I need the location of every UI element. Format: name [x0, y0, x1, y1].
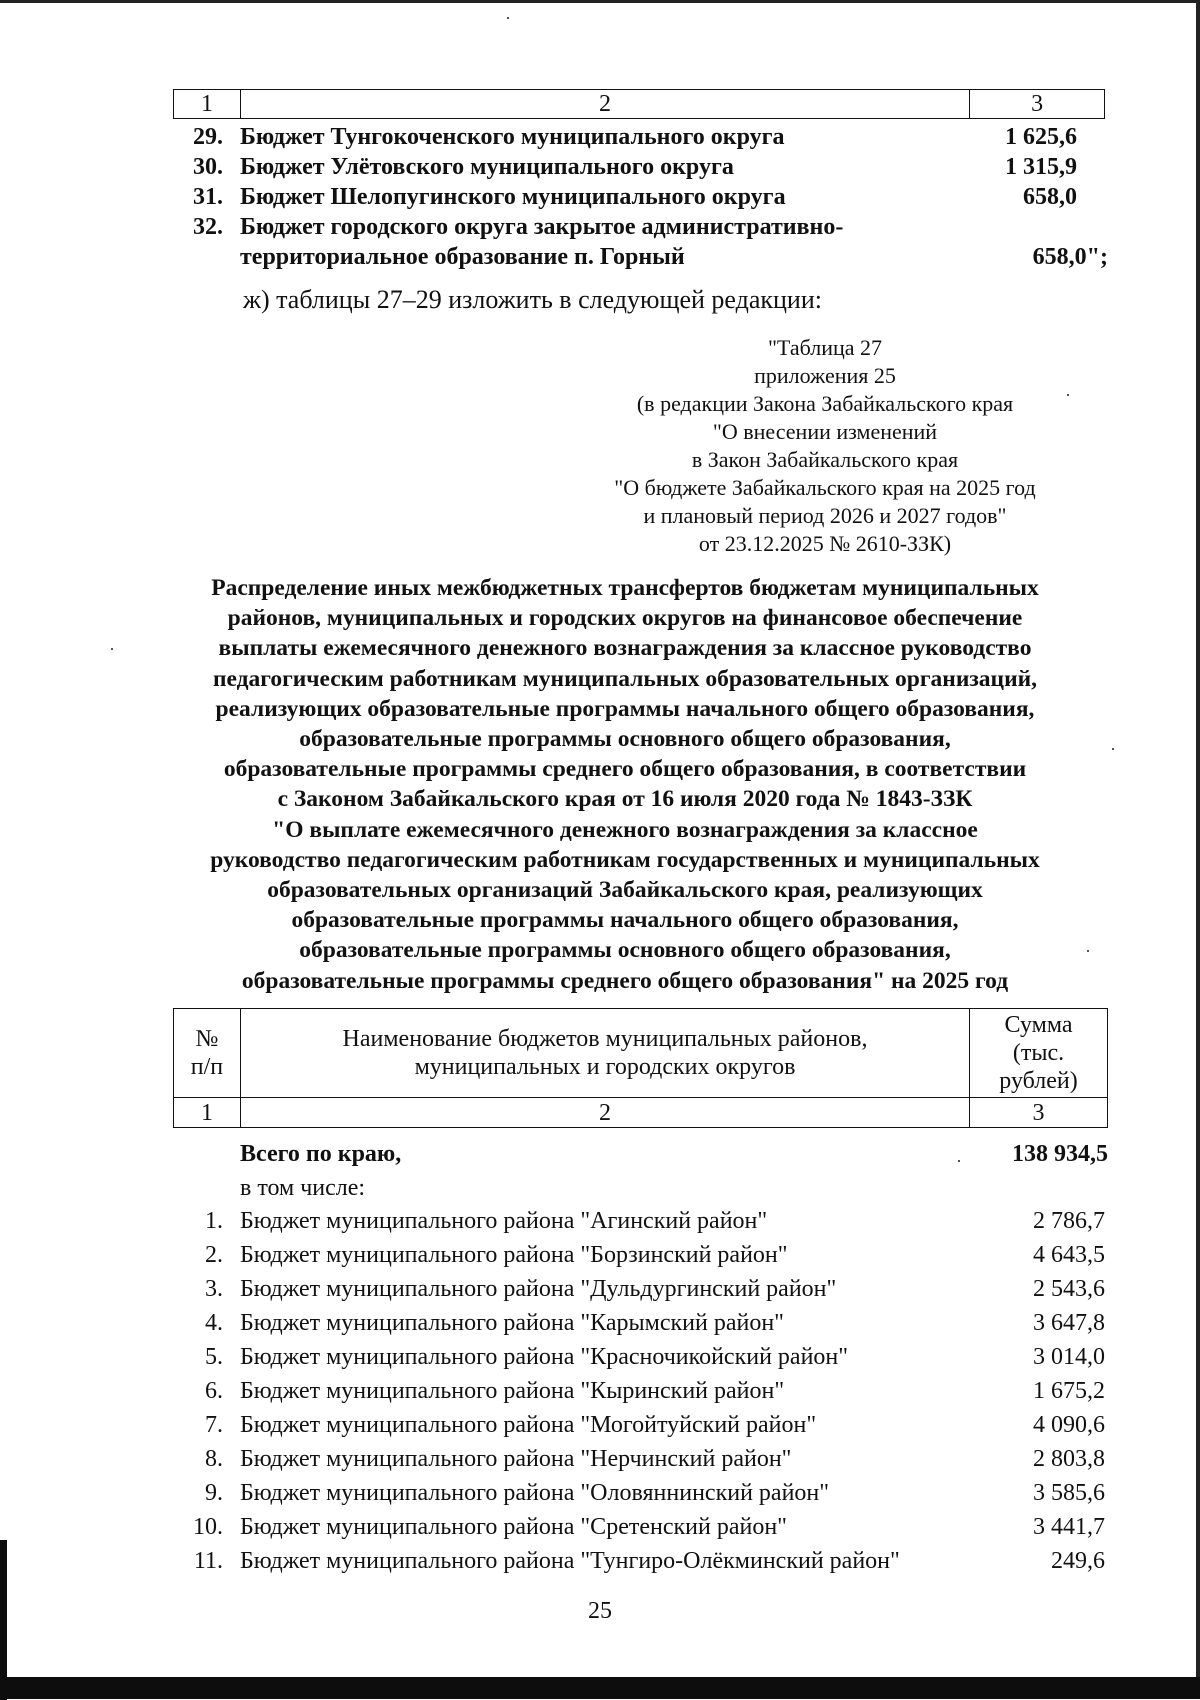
title-line: Распределение иных межбюджетных трансфертов бюджетам муниципальных: [211, 575, 1039, 601]
scan-speck: [1112, 748, 1114, 750]
row-name: Бюджет муниципального района "Нерчинский район": [240, 1446, 792, 1472]
row-value: 2 786,7: [1033, 1208, 1105, 1234]
scan-speck: [111, 648, 113, 650]
top-col-2: 2: [240, 90, 969, 119]
row-name: Бюджет Тунгокоченского муниципального округа: [240, 124, 785, 150]
row-value: 3 647,8: [1033, 1310, 1105, 1336]
row-number: 2.: [205, 1242, 223, 1268]
total-value: 138 934,5: [1012, 1141, 1108, 1167]
row-name: Бюджет Улётовского муниципального округа: [240, 154, 734, 180]
row-name: Бюджет муниципального района "Могойтуйский район": [240, 1412, 817, 1438]
caption-line: от 23.12.2025 № 2610-ЗЗК): [698, 531, 952, 556]
caption-line: и плановый период 2026 и 2027 годов": [643, 503, 1007, 528]
row-number: 9.: [205, 1480, 223, 1506]
row-number: 1.: [205, 1208, 223, 1234]
row-name: Бюджет муниципального района "Оловяннинский район": [240, 1480, 830, 1506]
row-name: Бюджет Шелопугинского муниципального округа: [240, 184, 786, 210]
row-name: Бюджет муниципального района "Борзинский район": [240, 1242, 788, 1268]
title-line: образовательные программы среднего общего образования" на 2025 год: [241, 967, 1009, 994]
numbering-col-1: 1: [174, 1098, 241, 1128]
title-line: районов, муниципальных и городских округов на финансовое обеспечение: [227, 605, 1023, 632]
header-number-line: №: [195, 1026, 219, 1052]
title-line: образовательные программы основного общего образования,: [299, 937, 951, 964]
numbering-col-2: 2: [240, 1098, 969, 1128]
top-table-header: [173, 89, 1105, 119]
header-name-line: муниципальных и городских округов: [414, 1054, 796, 1080]
row-value: 3 441,7: [1033, 1514, 1105, 1540]
row-number: 5.: [205, 1344, 223, 1370]
title-line: образовательные программы основного общего образования,: [299, 726, 951, 753]
row-number: 10.: [193, 1514, 223, 1540]
row-number: 31.: [193, 184, 223, 210]
row-value: 4 090,6: [1033, 1412, 1105, 1438]
scan-border-right: [1196, 0, 1200, 1699]
header-sum-line: Сумма: [1004, 1012, 1073, 1038]
row-name: Бюджет муниципального района "Карымский район": [240, 1310, 784, 1336]
row-name: Бюджет муниципального района "Дульдургинский район": [240, 1276, 837, 1302]
amendment-intro: ж) таблицы 27–29 изложить в следующей редакции:: [243, 285, 822, 314]
caption-line: "Таблица 27: [767, 335, 883, 360]
row-number: 32.: [193, 214, 223, 240]
row-value: 1 315,9: [1005, 154, 1077, 180]
table-title: [150, 573, 1100, 996]
row-value: 658,0: [1023, 184, 1077, 210]
row-number: 11.: [193, 1548, 223, 1574]
top-col-3: 3: [970, 90, 1105, 119]
title-line: образовательные программы среднего общего образования, в соответствии: [223, 756, 1027, 783]
title-line: реализующих образовательные программы начального общего образования,: [215, 695, 1035, 722]
caption-line: приложения 25: [754, 363, 896, 388]
scan-speck: [507, 17, 509, 19]
row-number: 8.: [205, 1446, 223, 1472]
title-line: "О выплате ежемесячного денежного вознаграждения за классное: [272, 816, 978, 843]
row-name: Бюджет муниципального района "Сретенский район": [240, 1514, 787, 1540]
row-name: Бюджет городского округа закрытое административно-: [240, 214, 844, 240]
title-line: образовательные программы начального общего образования,: [291, 907, 959, 934]
table-caption: [560, 334, 1090, 558]
row-number: 4.: [205, 1310, 223, 1336]
row-name: Бюджет муниципального района "Красночикойский район": [240, 1344, 849, 1370]
scan-border-bottom: [0, 1677, 1200, 1699]
row-name-continued: территориальное образование п. Горный: [240, 244, 685, 270]
scan-border-top: [0, 0, 1200, 3]
header-number: [174, 1009, 241, 1098]
row-value: 1 625,6: [1005, 124, 1077, 150]
subtotal-label: в том числе:: [240, 1175, 366, 1201]
row-value: 3 585,6: [1033, 1480, 1105, 1506]
total-label: Всего по краю,: [240, 1141, 402, 1167]
row-number: 7.: [205, 1412, 223, 1438]
page-number: 25: [588, 1598, 612, 1624]
caption-line: в Закон Забайкальского края: [691, 447, 959, 472]
header-sum-line: (тыс.: [1012, 1040, 1065, 1066]
header-name-line: Наименование бюджетов муниципальных районов,: [342, 1026, 868, 1052]
row-number: 29.: [193, 124, 223, 150]
main-table-header: [173, 1008, 1108, 1128]
row-value: 3 014,0: [1033, 1344, 1105, 1370]
header-name: [240, 1009, 969, 1098]
row-value: 658,0";: [1032, 244, 1108, 270]
title-line: с Законом Забайкальского края от 16 июля 2020 года № 1843-ЗЗК: [277, 786, 973, 813]
row-name: Бюджет муниципального района "Агинский район": [240, 1208, 768, 1234]
caption-line: "О внесении изменений: [712, 419, 938, 444]
row-number: 3.: [205, 1276, 223, 1302]
caption-line: (в редакции Закона Забайкальского края: [636, 391, 1014, 416]
header-sum: [970, 1009, 1108, 1098]
top-col-1: 1: [174, 90, 241, 119]
numbering-col-3: 3: [970, 1098, 1108, 1128]
row-name: Бюджет муниципального района "Тунгиро-Олёкминский район": [240, 1548, 900, 1574]
title-line: педагогическим работникам муниципальных образовательных организаций,: [212, 665, 1038, 692]
header-number-line: п/п: [190, 1054, 224, 1080]
row-name: Бюджет муниципального района "Кыринский район": [240, 1378, 785, 1404]
header-sum-line: рублей): [999, 1068, 1078, 1094]
row-value: 4 643,5: [1033, 1242, 1105, 1268]
row-number: 30.: [193, 154, 223, 180]
row-value: 1 675,2: [1033, 1378, 1105, 1404]
row-value: 2 543,6: [1033, 1276, 1105, 1302]
row-value: 249,6: [1051, 1548, 1105, 1574]
title-line: руководство педагогическим работникам государственных и муниципальных: [210, 846, 1040, 873]
scan-speck: [958, 1160, 960, 1162]
title-line: образовательных организаций Забайкальского края, реализующих: [267, 877, 983, 904]
row-number: 6.: [205, 1378, 223, 1404]
caption-line: "О бюджете Забайкальского края на 2025 год: [614, 475, 1036, 500]
row-value: 2 803,8: [1033, 1446, 1105, 1472]
title-line: выплаты ежемесячного денежного вознаграждения за классное руководство: [218, 635, 1032, 662]
